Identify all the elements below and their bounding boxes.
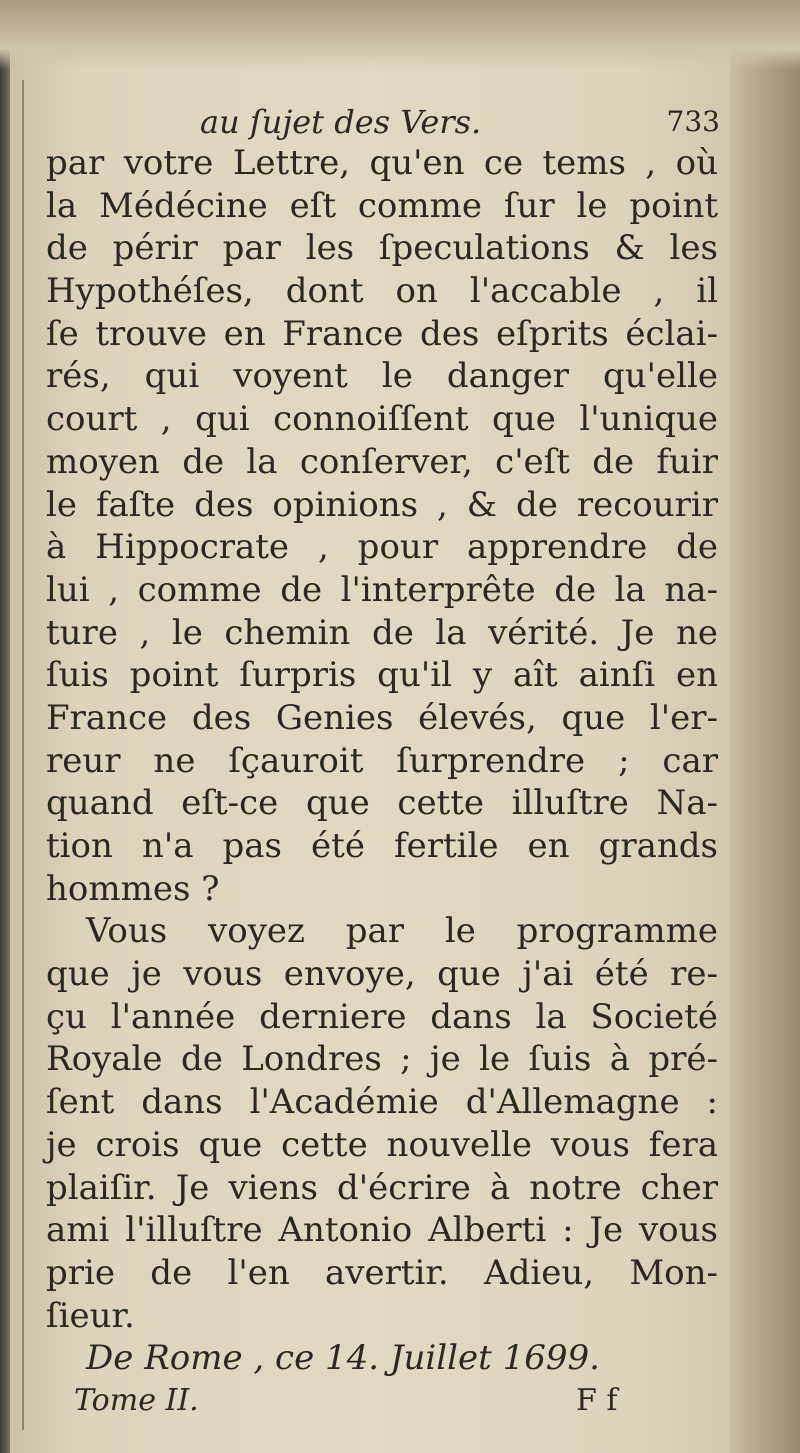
text-line: ſuis point ſurpris qu'il y aît ainſi en — [46, 655, 718, 696]
text-line: court , qui connoiſſent que l'unique — [46, 399, 718, 440]
dateline: De Rome , ce 14. Juillet 1699. — [86, 1338, 600, 1379]
text-line: Vous voyez par le programme — [86, 911, 718, 952]
margin-rule — [22, 80, 24, 1430]
text-line: Royale de Londres ; je le ſuis à pré- — [46, 1039, 718, 1080]
page-number: 733 — [666, 105, 720, 138]
text-line: reur ne ſçauroit ſurprendre ; car — [46, 740, 718, 781]
text-line: à Hippocrate , pour apprendre de — [46, 527, 718, 568]
text-line: Hypothéſes, dont on l'accable , il — [46, 271, 718, 312]
volume-label: Tome II. — [74, 1382, 199, 1418]
text-line: quand eſt-ce que cette illuſtre Na- — [46, 783, 718, 824]
text-line: hommes ? — [46, 868, 220, 909]
text-line: ſent dans l'Académie d'Allemagne : — [46, 1082, 718, 1123]
text-line: çu l'année derniere dans la Societé — [46, 996, 718, 1037]
text-line: France des Genies élevés, que l'er- — [46, 697, 718, 738]
text-line: ami l'illuſtre Antonio Alberti : Je vous — [46, 1210, 718, 1251]
text-line: plaiſir. Je viens d'écrire à notre cher — [46, 1167, 718, 1208]
text-line: je crois que cette nouvelle vous fera — [46, 1124, 718, 1165]
text-line: rés, qui voyent le danger qu'elle — [46, 356, 718, 397]
text-line: de périr par les ſpeculations & les — [46, 228, 718, 269]
text-line: le faſte des opinions , & de recourir — [46, 484, 718, 525]
page-top-edge — [0, 0, 800, 70]
page-right-edge — [730, 0, 800, 1453]
page-text — [46, 142, 718, 1423]
text-line: par votre Lettre, qu'en ce tems , où — [46, 143, 718, 183]
text-line: moyen de la conſerver, c'eſt de fuir — [46, 441, 718, 482]
text-line: tion n'a pas été fertile en grands — [46, 826, 718, 866]
signature-mark: F f — [576, 1382, 618, 1418]
text-line: lui , comme de l'interprête de la na- — [46, 569, 718, 610]
text-line: prie de l'en avertir. Adieu, Mon- — [46, 1252, 718, 1293]
page-header — [200, 100, 720, 144]
text-line: que je vous envoye, que j'ai été re- — [46, 954, 718, 995]
text-line: la Médécine eſt comme ſur le point — [46, 185, 718, 226]
page-footer — [46, 1380, 718, 1423]
running-title: au ſujet des Vers. — [200, 103, 482, 141]
text-line: ture , le chemin de la vérité. Je ne — [46, 612, 718, 653]
text-line: ſieur. — [46, 1295, 135, 1336]
text-line: ſe trouve en France des eſprits éclai- — [46, 313, 718, 354]
